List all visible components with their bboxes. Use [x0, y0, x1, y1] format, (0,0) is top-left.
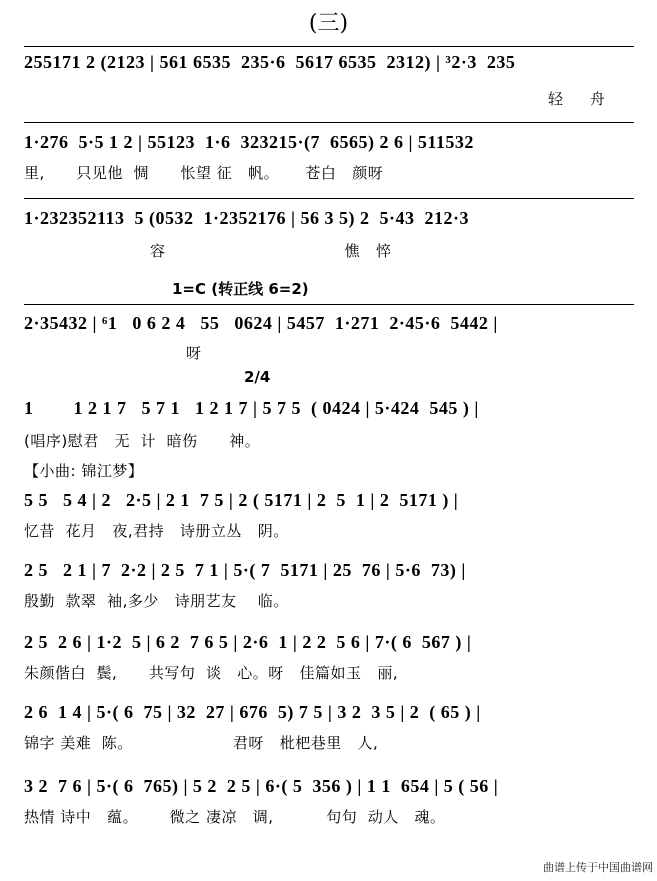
lyric-line: 轻 舟 — [548, 90, 606, 108]
notation-line: 2·35432 | ⁶1 0 6 2 4 55 0624 | 5457 1·271 2·45·6 5442 | — [24, 313, 498, 333]
lyric-line: 容 憔 悴 — [150, 242, 392, 260]
phrase-slur-line — [24, 122, 634, 124]
lyric-line: (唱序)慰君 无 计 暗伤 神。 — [24, 432, 261, 450]
key-change-marking: 1=C (转正线 6=2) — [172, 280, 309, 298]
lyric-line: 呀 — [186, 344, 202, 362]
notation-line: 2 6 1 4 | 5·( 6 75 | 32 27 | 676 5) 7 5 | 3 2 3 5 | 2 ( 65 ) | — [24, 702, 481, 722]
notation-line: 2 5 2 6 | 1·2 5 | 6 2 7 6 5 | 2·6 1 | 2 2 5 6 | 7·( 6 567 ) | — [24, 632, 472, 652]
notation-line: 1 1 2 1 7 5 7 1 1 2 1 7 | 5 7 5 ( 0424 | 5·424 545 ) | — [24, 398, 479, 418]
notation-line: 1·276 5·5 1 2 | 55123 1·6 323215·(7 6565) 2 6 | 511532 — [24, 132, 474, 152]
notation-line: 5 5 5 4 | 2 2·5 | 2 1 7 5 | 2 ( 5171 | 2 5 1 | 2 5171 ) | — [24, 490, 459, 510]
notation-line: 3 2 7 6 | 5·( 6 765) | 5 2 2 5 | 6·( 5 356 ) | 1 1 654 | 5 ( 56 | — [24, 776, 499, 796]
notation-line: 2 5 2 1 | 7 2·2 | 2 5 7 1 | 5·( 7 5171 | 25 76 | 5·6 73) | — [24, 560, 466, 580]
site-watermark: 曲谱上传于中国曲谱网 — [543, 861, 653, 874]
lyric-line: 殷勤 款翠 袖,多少 诗朋艺友 临。 — [24, 592, 289, 610]
lyric-line: 忆昔 花月 夜,君持 诗册立丛 阴。 — [24, 522, 289, 540]
notation-line: 1·232352113 5 (0532 1·2352176 | 56 3 5) 2 5·43 212·3 — [24, 208, 469, 228]
notation-line: 255171 2 (2123 | 561 6535 235·6 5617 6535 2312) | ³2·3 235 — [24, 52, 516, 72]
phrase-slur-line — [24, 46, 634, 48]
page-title: (三) — [308, 11, 349, 36]
lyric-line: 朱颜偕白 鬓, 共写句 谈 心。呀 佳篇如玉 丽, — [24, 664, 399, 682]
lyric-line: 里, 只见他 惆 怅望 征 帆。 苍白 颜呀 — [24, 164, 384, 182]
lyric-line: 锦字 美难 陈。 君呀 枇杷巷里 人, — [24, 734, 379, 752]
section-heading: 【小曲: 锦江梦】 — [24, 462, 144, 480]
lyric-line: 热情 诗中 蕴。 微之 凄凉 调, 句句 动人 魂。 — [24, 808, 446, 826]
phrase-slur-line — [24, 304, 634, 306]
phrase-slur-line — [24, 198, 634, 200]
time-signature: 2/4 — [244, 368, 271, 386]
